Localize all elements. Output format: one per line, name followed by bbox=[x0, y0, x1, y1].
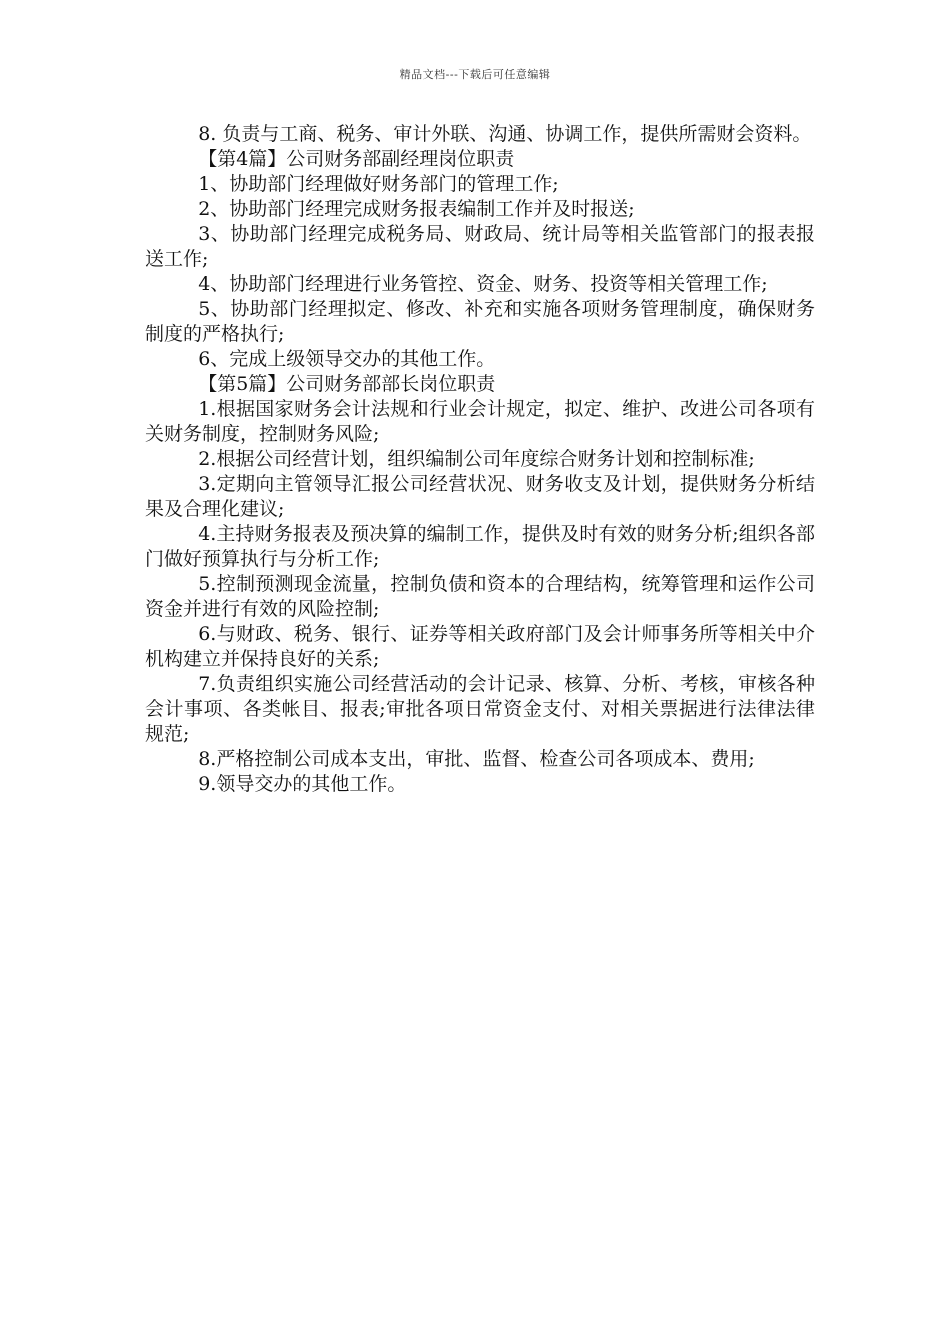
duty-item: 5、协助部门经理拟定、修改、补充和实施各项财务管理制度，确保财务制度的严格执行; bbox=[145, 298, 815, 345]
duty-item: 4.主持财务报表及预决算的编制工作，提供及时有效的财务分析;组织各部门做好预算执行与分析工作; bbox=[145, 523, 815, 570]
duty-item: 6.与财政、税务、银行、证券等相关政府部门及会计师事务所等相关中介机构建立并保持良好的关系; bbox=[145, 623, 815, 670]
page-header: 精品文档---下载后可任意编辑 bbox=[399, 68, 551, 81]
duty-item: 5.控制预测现金流量，控制负债和资本的合理结构，统筹管理和运作公司资金并进行有效的风险控制; bbox=[145, 573, 815, 620]
duty-item: 7.负责组织实施公司经营活动的会计记录、核算、分析、考核，审核各种会计事项、各类帐目、报表;审批各项日常资金支付、对相关票据进行法律法律规范; bbox=[145, 673, 815, 745]
duty-item: 1、协助部门经理做好财务部门的管理工作; bbox=[198, 173, 559, 195]
duty-item: 2、协助部门经理完成财务报表编制工作并及时报送; bbox=[198, 198, 635, 220]
duty-item: 4、协助部门经理进行业务管控、资金、财务、投资等相关管理工作; bbox=[198, 273, 768, 295]
paragraph-item-8-cont: 8. 负责与工商、税务、审计外联、沟通、协调工作，提供所需财会资料。 bbox=[198, 123, 812, 145]
duty-item: 8.严格控制公司成本支出，审批、监督、检查公司各项成本、费用; bbox=[198, 748, 755, 770]
duty-item: 3、协助部门经理完成税务局、财政局、统计局等相关监管部门的报表报送工作; bbox=[145, 223, 815, 270]
duty-item: 6、完成上级领导交办的其他工作。 bbox=[198, 348, 496, 370]
duty-item: 1.根据国家财务会计法规和行业会计规定，拟定、维护、改进公司各项有关财务制度，控制财务风险; bbox=[145, 398, 815, 445]
section-heading-5: 【第5篇】公司财务部部长岗位职责 bbox=[198, 373, 496, 395]
section-heading-4: 【第4篇】公司财务部副经理岗位职责 bbox=[198, 148, 515, 170]
document-body bbox=[145, 122, 815, 797]
duty-item: 9.领导交办的其他工作。 bbox=[198, 773, 407, 795]
duty-item: 3.定期向主管领导汇报公司经营状况、财务收支及计划，提供财务分析结果及合理化建议; bbox=[145, 473, 815, 520]
duty-item: 2.根据公司经营计划，组织编制公司年度综合财务计划和控制标准; bbox=[198, 448, 755, 470]
